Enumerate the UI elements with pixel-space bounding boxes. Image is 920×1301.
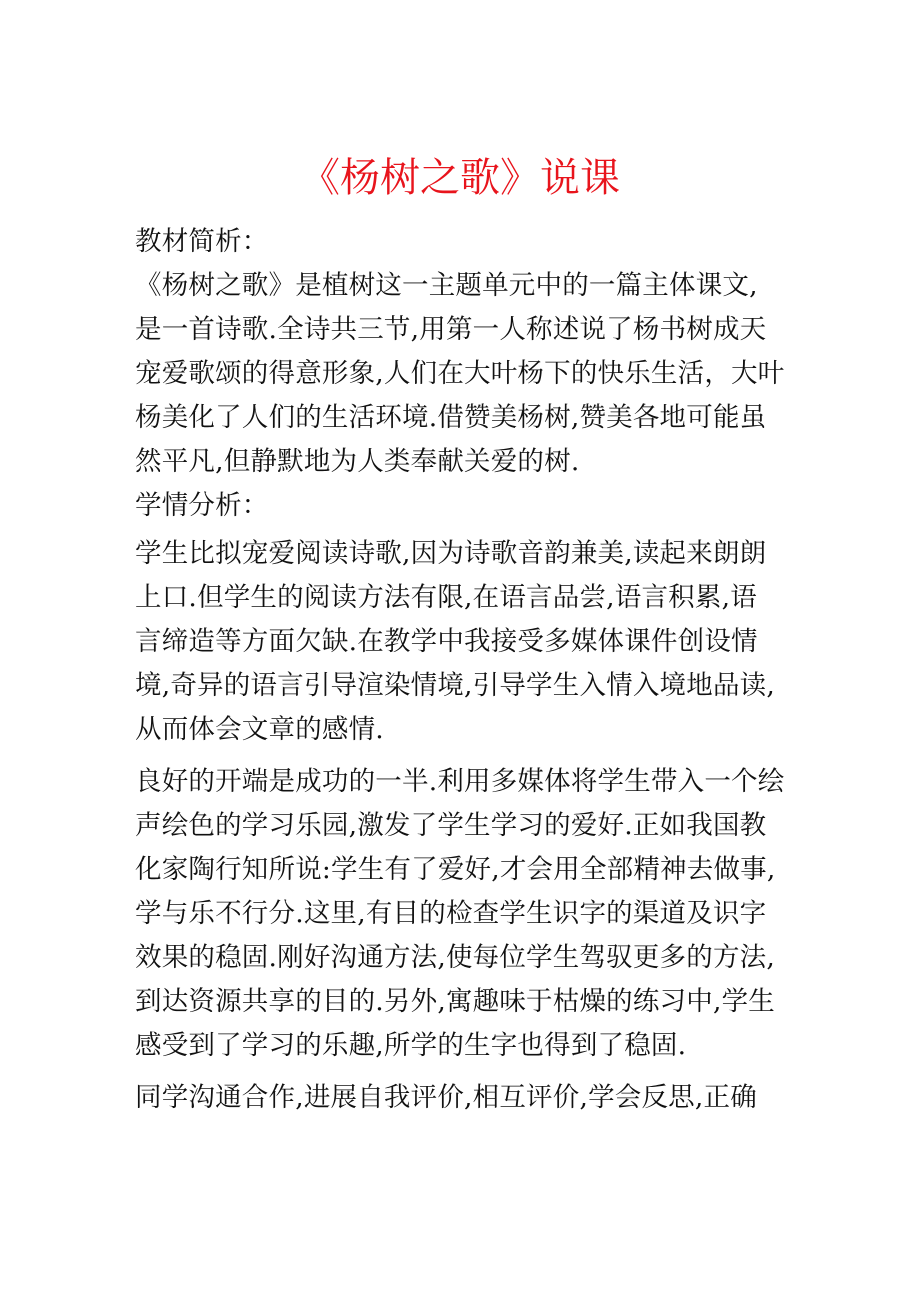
- paragraph-line: 声绘色的学习乐园,激发了学生学习的爱好.正如我国教: [135, 810, 767, 841]
- page-title: 《杨树之歌》说课: [300, 155, 620, 201]
- paragraph-line: 化家陶行知所说:学生有了爱好,才会用全部精神去做事,: [135, 854, 776, 885]
- paragraph-line: 是一首诗歌.全诗共三节,用第一人称述说了杨书树成天: [135, 314, 767, 345]
- paragraph-line: 同学沟通合作,进展自我评价,相互评价,学会反思,正确: [135, 1082, 757, 1113]
- section-students: [135, 484, 795, 752]
- paragraph-line: 学生比拟宠爱阅读诗歌,因为诗歌音韵兼美,读起来朗朗: [135, 538, 767, 569]
- section-intro: [135, 760, 795, 1068]
- section-heading-material: 教材简析：: [135, 226, 269, 257]
- document-body: [135, 220, 795, 1120]
- paragraph-line: 《杨树之歌》是植树这一主题单元中的一篇主体课文,: [135, 270, 758, 301]
- paragraph-line: 良好的开端是成功的一半.利用多媒体将学生带入一个绘: [135, 766, 785, 797]
- paragraph-line: 杨美化了人们的生活环境.借赞美杨树,赞美各地可能虽: [135, 402, 767, 433]
- paragraph-line: 宠爱歌颂的得意形象,人们在大叶杨下的快乐生活，大叶: [135, 358, 785, 389]
- paragraph-line: 到达资源共享的目的.另外,寓趣味于枯燥的练习中,学生: [135, 986, 775, 1017]
- paragraph-line: 学与乐不行分.这里,有目的检查学生识字的渠道及识字: [135, 898, 767, 929]
- section-material: [135, 220, 795, 484]
- section-cooperation: [135, 1076, 795, 1120]
- paragraph-line: 从而体会文章的感情.: [135, 714, 384, 745]
- paragraph-line: 言缔造等方面欠缺.在教学中我接受多媒体课件创设情: [135, 626, 758, 657]
- paragraph-line: 然平凡,但静默地为人类奉献关爱的树.: [135, 446, 580, 477]
- section-heading-students: 学情分析：: [135, 490, 269, 521]
- paragraph-line: 上口.但学生的阅读方法有限,在语言品尝,语言积累,语: [135, 582, 757, 613]
- paragraph-line: 感受到了学习的乐趣,所学的生字也得到了稳固.: [135, 1030, 687, 1061]
- paragraph-line: 境,奇异的语言引导渲染情境,引导学生入情入境地品读,: [135, 670, 775, 701]
- paragraph-line: 效果的稳固.刚好沟通方法,使每位学生驾驭更多的方法,: [135, 942, 775, 973]
